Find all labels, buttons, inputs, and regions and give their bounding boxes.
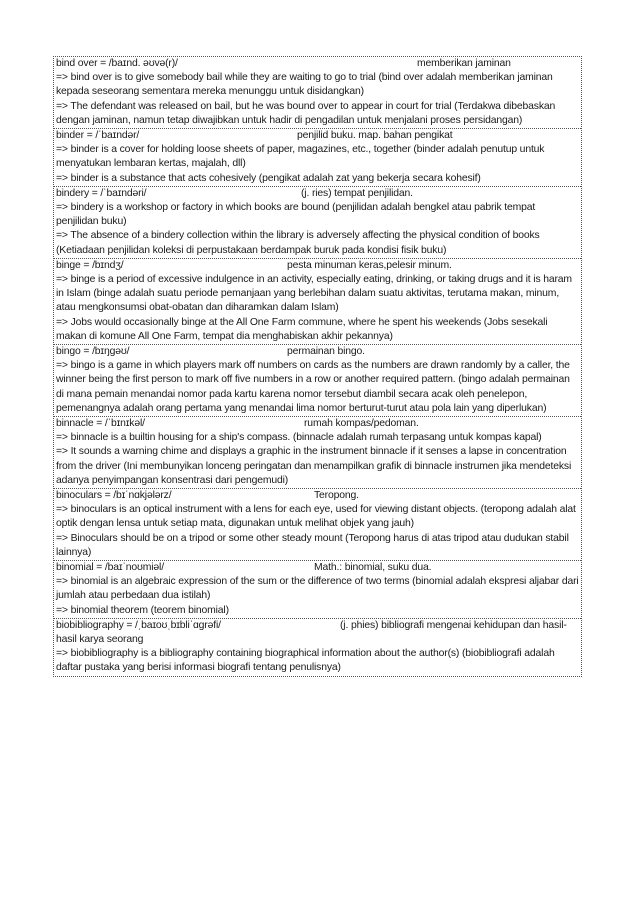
entry-term: binomial = /baɪˈnoʊmiəl/ <box>56 562 164 573</box>
entry-binnacle <box>54 417 581 489</box>
dictionary-page <box>53 56 582 677</box>
entry-gloss: pesta minuman keras,pelesir minum. <box>287 259 452 271</box>
entry-gloss: permainan bingo. <box>287 346 365 357</box>
entry-header <box>56 619 579 633</box>
entry-binomial <box>54 561 581 619</box>
entry-line: => bingo is a game in which players mark off numbers on cards as the numbers are drawn randomly by a caller, the winner being the first person to mark off five numbers in a row or another required pattern. (bingo adalah permainan di mana pemain menandai nomor pada kartu karena nomor tersebut diambil secara acak oleh penelepon, pemenangnya adalah orang pertama yang menandai lima nomor berturut-turut atau pola lain yang diperlukan) <box>56 360 570 414</box>
entry-line: => binge is a period of excessive indulgence in an activity, especially eating, drinking, or taking drugs and it is haram in Islam (binge adalah suatu periode pemanjaan yang berlebihan dalam suatu aktivitas, terutama makan, minum, atau mengkonsumsi obat-obatan dan diharamkan dalam Islam) <box>56 273 572 314</box>
entry-binoculars <box>54 489 581 561</box>
entry-gloss: Math.: binomial, suku dua. <box>314 562 432 573</box>
entry-header <box>56 187 579 201</box>
entry-header <box>56 417 579 431</box>
entry-header <box>56 489 579 503</box>
entry-binder <box>54 129 581 187</box>
entry-header <box>56 259 579 273</box>
entry-bind-over <box>54 57 581 129</box>
entry-header <box>56 129 579 143</box>
entry-bingo <box>54 345 581 417</box>
entry-binge <box>54 259 581 345</box>
entry-gloss-continued: (j. phies) bibliografi mengenai kehidupan dan hasil-hasil karya seorang <box>56 619 567 645</box>
entry-header <box>56 345 579 359</box>
entry-line: => Jobs would occasionally binge at the All One Farm commune, where he spent his weekends (Jobs sesekali makan di komune All One Farm, tempat dia menghabiskan akhir pekannya) <box>56 316 548 342</box>
entry-term: biobibliography = /ˌbaɪoʊˌbɪbliˈɑɡrəfi/ <box>56 619 221 631</box>
entry-term: bingo = /bɪŋɡəʊ/ <box>56 346 130 357</box>
entry-gloss: memberikan jaminan <box>417 58 511 69</box>
entry-line: => binnacle is a builtin housing for a ship's compass. (binnacle adalah rumah terpasang untuk kompas kapal) <box>56 432 542 444</box>
entry-bindery <box>54 187 581 259</box>
entry-line: => bindery is a workshop or factory in which books are bound (penjilidan adalah bengkel atau pabrik tempat penjilidan buku) <box>56 201 536 228</box>
entry-gloss: penjilid buku. map. bahan pengikat <box>297 130 453 141</box>
entry-term: binge = /bɪndʒ/ <box>56 259 124 271</box>
entry-term: binoculars = /bɪˈnɑkjələrz/ <box>56 490 172 501</box>
entry-line: => The absence of a bindery collection within the library is adversely affecting the physical condition of books (Ketiadaan penjilidan koleksi di perpustakaan berdampak buruk pada kondisi fisik buku) <box>56 230 540 256</box>
entry-line: => biobibliography is a bibliography containing biographical information about the author(s) (biobibliografi adalah daftar pustaka yang berisi informasi biografi tentang penulisnya) <box>56 648 555 674</box>
entry-header <box>56 57 579 71</box>
entry-gloss: (j. ries) tempat penjilidan. <box>301 187 413 199</box>
entry-line: => The defendant was released on bail, but he was bound over to appear in court for trial (Terdakwa dibebaskan dengan jaminan, namun tetap diwajibkan untuk hadir di pengadilan untuk menjalani proses persidangan) <box>56 100 556 126</box>
entry-line: => Binoculars should be on a tripod or some other steady mount (Teropong harus di atas tripod atau dudukan stabil lainnya) <box>56 532 569 558</box>
entry-biobibliography <box>54 619 581 676</box>
entry-line: => bind over is to give somebody bail while they are waiting to go to trial (bind over adalah memberikan jaminan kepada seseorang sementara mereka menunggu untuk disidangkan) <box>56 72 553 98</box>
entry-term: binder = /ˈbaɪndər/ <box>56 130 140 141</box>
entry-line: => binomial is an algebraic expression of the sum or the difference of two terms (binomial adalah ekspresi aljabar dari jumlah atau perbedaan dua istilah) <box>56 576 579 602</box>
entry-line: => binoculars is an optical instrument with a lens for each eye, used for viewing distant objects. (teropong adalah alat optik dengan lensa untuk setiap mata, digunakan untuk melihat objek yang jauh) <box>56 504 576 530</box>
entry-line: => It sounds a warning chime and displays a graphic in the instrument binnacle if it senses a lapse in concentration from the driver (Ini membunyikan lonceng peringatan dan menampilkan grafik di binnacle instrumen jika mendeteksi adanya penyimpangan konsentrasi dari pengemudi) <box>56 446 572 486</box>
entry-term: bindery = /ˈbaɪndəri/ <box>56 187 147 199</box>
entry-header <box>56 561 579 575</box>
entry-gloss: rumah kompas/pedoman. <box>304 418 419 429</box>
entry-line: => binder is a substance that acts cohesively (pengikat adalah zat yang bekerja secara kohesif) <box>56 172 481 184</box>
entry-term: bind over = /baɪnd. əʊvə(r)/ <box>56 58 178 69</box>
entry-term: binnacle = /ˈbɪnɪkəl/ <box>56 418 145 429</box>
entry-line: => binder is a cover for holding loose sheets of paper, magazines, etc., together (binder adalah penutup untuk menyatukan lembaran kertas, majalah, dll) <box>56 144 545 170</box>
entry-line: => binomial theorem (teorem binomial) <box>56 604 229 616</box>
entry-gloss: Teropong. <box>314 490 359 501</box>
